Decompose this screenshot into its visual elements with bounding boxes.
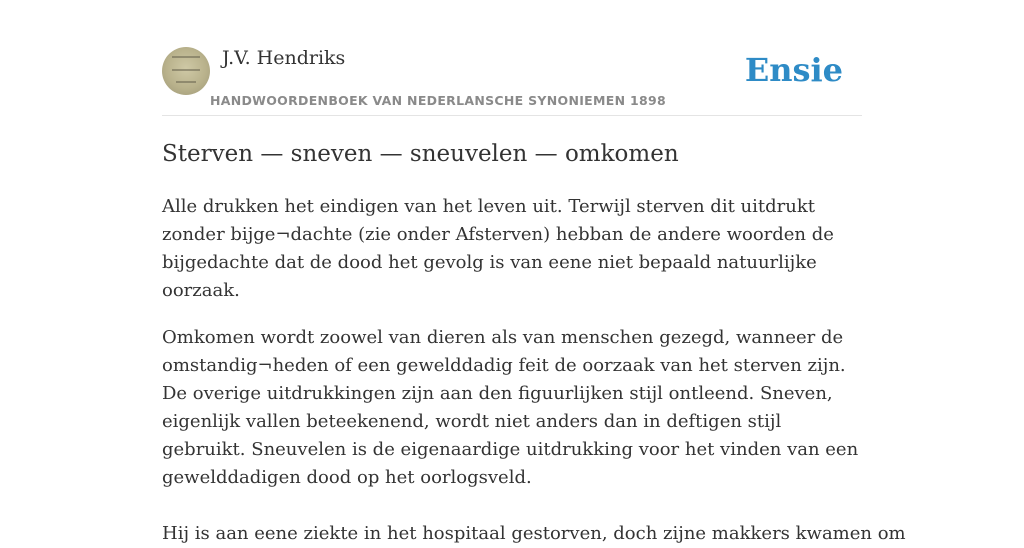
paragraph: Alle drukken het eindigen van het leven uit. Terwijl sterven dit uitdrukt zonder bijge¬dachte (zie onder Afsterven) hebban de andere woorden de bijgedachte dat de dood het gevolg is van eene niet bepaald natuurlijke oorzaak. <box>162 196 834 301</box>
divider <box>162 115 862 116</box>
paragraph: Hij is aan eene ziekte in het hospitaal gestorven, doch zijne makkers kwamen om <box>162 523 906 544</box>
source-title[interactable]: HANDWOORDENBOEK VAN NEDERLANSCHE SYNONIEMEN 1898 <box>210 93 667 108</box>
avatar[interactable] <box>162 47 210 95</box>
author-name[interactable]: J.V. Hendriks <box>222 47 346 69</box>
header <box>162 46 862 116</box>
cover-decoration <box>176 81 196 83</box>
cover-decoration <box>172 56 200 58</box>
brand-logo[interactable]: Ensie <box>744 51 843 89</box>
article-title: Sterven — sneven — sneuvelen — omkomen <box>162 141 679 167</box>
paragraph: Omkomen wordt zoowel van dieren als van menschen gezegd, wanneer de omstandig¬heden of een gewelddadig feit de oorzaak van het sterven zijn. De overige uitdrukkingen zijn aan den figuurlijken stijl ontleend. Sneven, eigenlijk vallen beteekenend, wordt niet anders dan in deftigen stijl gebruikt. Sneuvelen is de eigenaardige uitdrukking voor het vinden van een gewelddadigen dood op het oorlogsveld. <box>162 327 859 488</box>
article <box>162 138 906 548</box>
cover-decoration <box>172 69 200 71</box>
